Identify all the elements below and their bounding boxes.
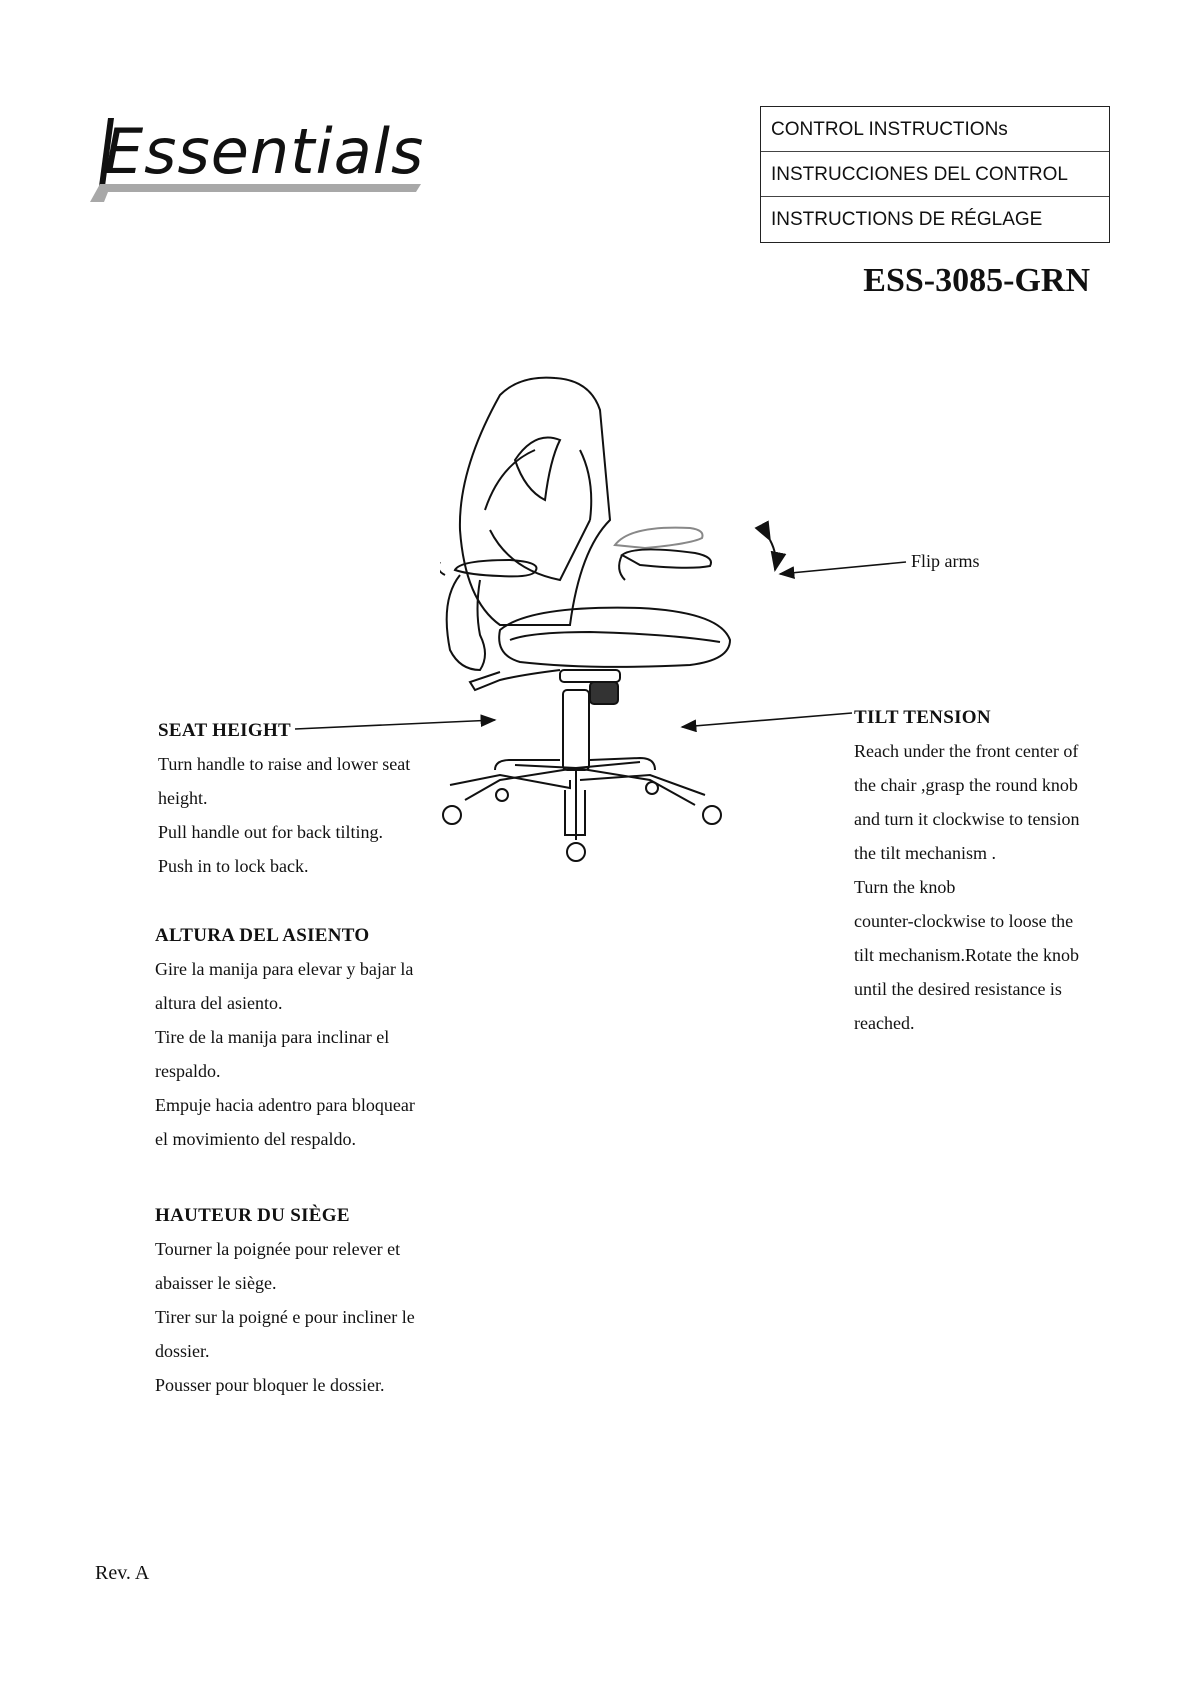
text-line: reached. (854, 1013, 915, 1033)
text-line: Reach under the front center of (854, 741, 1079, 761)
text-line: the tilt mechanism . (854, 843, 996, 863)
seat-height-es-text (155, 952, 455, 1156)
text-line: Gire la manija para elevar y bajar la (155, 959, 414, 979)
seat-height-es-section (155, 925, 455, 1156)
model-number: ESS-3085-GRN (863, 262, 1090, 299)
text-line: el movimiento del respaldo. (155, 1129, 356, 1149)
text-line: Tourner la poignée pour relever et (155, 1239, 401, 1259)
control-row-es: INSTRUCCIONES DEL CONTROL (761, 152, 1109, 197)
text-line: dossier. (155, 1341, 210, 1361)
control-instructions-box (760, 106, 1110, 243)
control-row-en: CONTROL INSTRUCTIONs (761, 107, 1109, 152)
text-line: and turn it clockwise to tension (854, 809, 1080, 829)
text-line: abaisser le siège. (155, 1273, 277, 1293)
tilt-tension-section (854, 707, 1114, 1040)
brand-logo (86, 112, 426, 208)
text-line: Tirer sur la poigné e pour incliner le (155, 1307, 415, 1327)
seat-height-en-heading: SEAT HEIGHT (158, 720, 292, 741)
text-line: Turn the knob (854, 877, 956, 897)
text-line: Push in to lock back. (158, 856, 309, 876)
seat-height-en-text (158, 747, 458, 883)
text-line: Empuje hacia adentro para bloquear (155, 1095, 415, 1115)
seat-height-fr-section (155, 1205, 455, 1402)
text-line: Tire de la manija para inclinar el (155, 1027, 390, 1047)
seat-height-en-section (158, 720, 458, 883)
tilt-tension-heading: TILT TENSION (854, 707, 991, 728)
tilt-tension-text (854, 734, 1114, 1040)
office-chair-illustration (440, 370, 840, 930)
logo-text: Essentials (104, 115, 425, 188)
text-line: tilt mechanism.Rotate the knob (854, 945, 1079, 965)
text-line: counter-clockwise to loose the (854, 911, 1074, 931)
text-line: Pull handle out for back tilting. (158, 822, 383, 842)
text-line: height. (158, 788, 208, 808)
control-row-fr: INSTRUCTIONS DE RÉGLAGE (771, 209, 1043, 230)
text-line: altura del asiento. (155, 993, 283, 1013)
text-line: Turn handle to raise and lower seat (158, 754, 411, 774)
text-line: the chair ,grasp the round knob (854, 775, 1078, 795)
seat-height-fr-text (155, 1232, 455, 1402)
revision-label: Rev. A (95, 1562, 150, 1584)
flip-arms-label: Flip arms (911, 551, 980, 571)
text-line: respaldo. (155, 1061, 221, 1081)
seat-height-fr-heading: HAUTEUR DU SIÈGE (155, 1205, 350, 1226)
seat-height-es-heading: ALTURA DEL ASIENTO (155, 925, 370, 946)
text-line: Pousser pour bloquer le dossier. (155, 1375, 385, 1395)
text-line: until the desired resistance is (854, 979, 1062, 999)
